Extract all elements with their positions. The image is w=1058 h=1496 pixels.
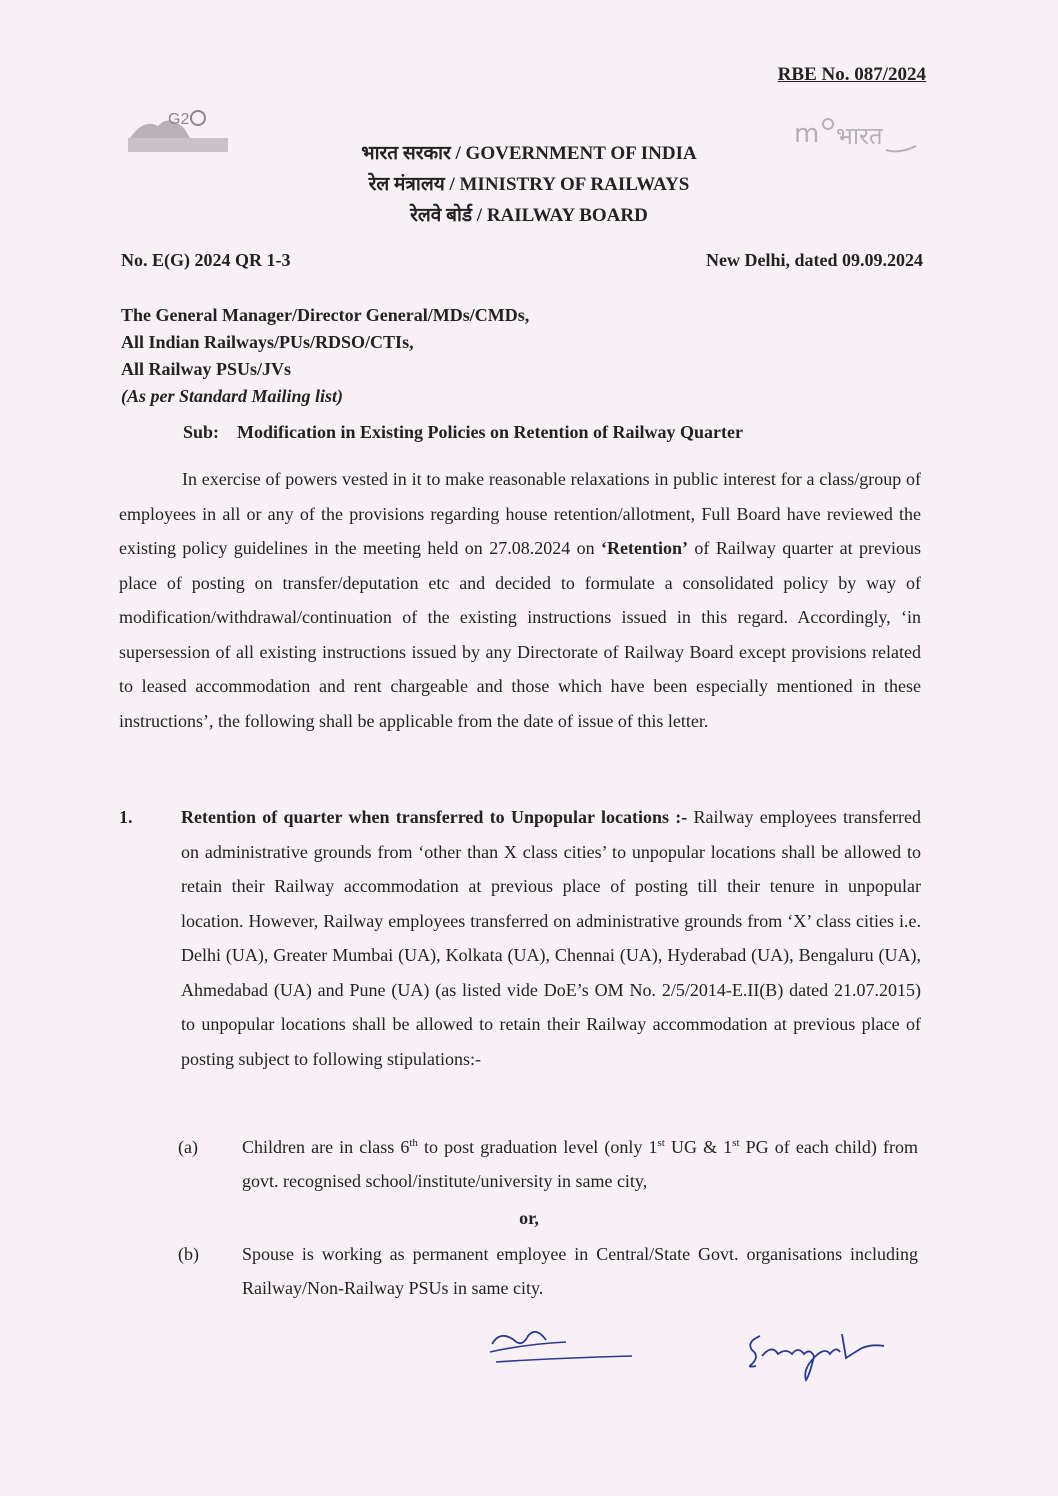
reference-date: New Delhi, dated 09.09.2024 bbox=[706, 250, 923, 270]
superscript: st bbox=[657, 1137, 665, 1149]
addressee-line: The General Manager/Director General/MDs/CMDs, bbox=[121, 305, 530, 325]
sub-clause-a bbox=[178, 1130, 918, 1198]
header-line-government: भारत सरकार / GOVERNMENT OF INDIA bbox=[361, 143, 697, 164]
header-line-ministry: रेल मंत्रालय / MINISTRY OF RAILWAYS bbox=[368, 174, 690, 195]
sub-clause-b bbox=[178, 1237, 918, 1305]
signature-initials bbox=[486, 1322, 636, 1368]
header-line-board: रेलवे बोर्ड / RAILWAY BOARD bbox=[410, 205, 648, 226]
reference-line bbox=[121, 250, 923, 271]
clause-number: 1. bbox=[119, 807, 133, 827]
letterhead bbox=[0, 138, 1058, 231]
subject-text: Modification in Existing Policies on Retention of Railway Quarter bbox=[237, 422, 743, 442]
sub-a-text-1: Children are in class 6 bbox=[242, 1137, 410, 1157]
sub-clause-text bbox=[242, 1130, 918, 1198]
subject-label: Sub: bbox=[183, 422, 220, 442]
intro-bold-term: ‘Retention’ bbox=[601, 538, 689, 558]
clause-body bbox=[181, 800, 921, 1076]
sub-a-text-3: UG & 1 bbox=[664, 1137, 733, 1157]
addressee-mailing-note: (As per Standard Mailing list) bbox=[121, 386, 344, 406]
intro-text: In exercise of powers vested in it to make reasonable relaxations in public interest for a class/group of employees in all or any of the provisions regarding house retention/allotment, Full Board have reviewed the existing policy guidelines in the meeting held on 27.08.2024 on bbox=[119, 469, 921, 558]
intro-paragraph bbox=[119, 462, 921, 738]
sub-clause-label: (b) bbox=[178, 1244, 199, 1264]
clause-text: Railway employees transferred on administrative grounds from ‘other than X class cities’ to unpopular locations shall be allowed to retain their Railway accommodation at previous place of posting till their tenure in unpopular location. However, Railway employees transferred on administrative grounds from ‘X’ class cities i.e. Delhi (UA), Greater Mumbai (UA), Kolkata (UA), Chennai (UA), Hyderabad (UA), Bengaluru (UA), Ahmedabad (UA) and Pune (UA) (as listed vide DoE’s OM No. 2/5/2014-E.II(B) dated 21.07.2015) to unpopular locations shall be allowed to retain their Railway accommodation at previous place of posting subject to following stipulations:- bbox=[181, 807, 921, 1069]
clause-1 bbox=[119, 800, 921, 1076]
superscript: st bbox=[732, 1137, 740, 1149]
sub-a-text-2: to post graduation level (only 1 bbox=[417, 1137, 658, 1157]
sub-a-text-4: PG of each child) from govt. recognised school/institute/university in same city, bbox=[242, 1137, 918, 1191]
intro-text-continued: of Railway quarter at previous place of posting on transfer/deputation etc and decided to formulate a consolidated policy by way of modification/withdrawal/continuation of the existing instructions issued in this regard. Accordingly, ‘in supersession of all existing instructions issued by any Directorate of Railway Board except provisions related to leased accommodation and rent chargeable and those which have been especially mentioned in these instructions’, the following shall be applicable from the date of issue of this letter. bbox=[119, 538, 921, 731]
clause-heading: Retention of quarter when transferred to Unpopular locations :- bbox=[181, 807, 688, 827]
subject-line bbox=[183, 422, 743, 443]
sub-clause-text: Spouse is working as permanent employee in Central/State Govt. organisations including Railway/Non-Railway PSUs in same city. bbox=[242, 1244, 918, 1298]
addressee-line: All Indian Railways/PUs/RDSO/CTIs, bbox=[121, 332, 414, 352]
sub-clause-label: (a) bbox=[178, 1137, 198, 1157]
reference-number: No. E(G) 2024 QR 1-3 bbox=[121, 250, 291, 270]
svg-text:G2: G2 bbox=[168, 111, 190, 128]
addressee-block bbox=[121, 302, 529, 410]
or-separator: or, bbox=[519, 1208, 539, 1228]
superscript: th bbox=[409, 1137, 418, 1149]
rbe-number: RBE No. 087/2024 bbox=[777, 64, 926, 85]
signature-sanjeet bbox=[742, 1318, 892, 1388]
addressee-line: All Railway PSUs/JVs bbox=[121, 359, 292, 379]
svg-text:m: m bbox=[794, 119, 820, 149]
svg-text:भारत: भारत bbox=[836, 122, 883, 150]
